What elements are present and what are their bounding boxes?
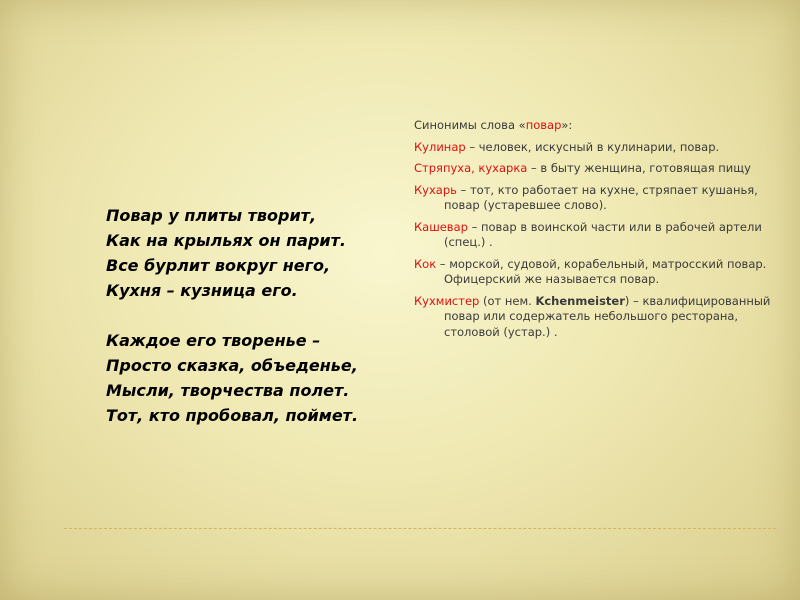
synonym-definition: – повар в воинской части или в рабочей артели (спец.) . — [444, 219, 762, 249]
heading-suffix: »: — [561, 118, 573, 132]
poem-line: Все бурлит вокруг него, — [106, 256, 331, 275]
poem-stanza-1 — [106, 203, 426, 303]
synonyms-heading — [414, 118, 774, 134]
synonym-definition: – морской, судовой, корабельный, матросский повар. Офицерский же называется повар. — [436, 256, 767, 286]
synonym-definition: – человек, искусный в кулинарии, повар. — [465, 139, 720, 154]
synonym-term: Стряпуха, кухарка — [414, 161, 528, 175]
poem — [106, 203, 426, 428]
poem-stanza-2 — [106, 328, 426, 428]
poem-line: Каждое его творенье – — [106, 331, 321, 350]
synonym-definition: – тот, кто работает на кухне, стряпает кушанья, повар (устаревшее слово). — [444, 182, 758, 212]
synonyms-block — [414, 118, 774, 346]
synonym-term: Кашевар — [414, 219, 468, 234]
poem-line: Как на крыльях он парит. — [106, 231, 346, 250]
heading-word: повар — [525, 118, 562, 132]
foreign-word: Kchenmeister — [535, 293, 625, 308]
synonym-term: Кухмистер — [414, 293, 480, 308]
divider-line — [64, 528, 776, 529]
heading-prefix: Синонимы слова « — [414, 118, 526, 132]
synonym-origin: (от нем. — [479, 293, 536, 308]
synonym-definition: – в быту женщина, готовящая пищу — [527, 161, 751, 175]
poem-line: Просто сказка, объеденье, — [106, 356, 358, 375]
synonym-definition: ) – квалифицированный повар или содержатель небольшого ресторана, столовой (устар.) . — [444, 293, 771, 339]
synonym-term: Кулинар — [414, 139, 466, 154]
poem-line: Тот, кто пробовал, поймет. — [106, 406, 359, 425]
synonym-entry — [414, 161, 774, 177]
synonym-term: Кок — [414, 256, 437, 271]
synonym-entry — [414, 294, 774, 341]
synonym-entry — [414, 140, 774, 156]
poem-line: Кухня – кузница его. — [106, 281, 298, 300]
synonym-entry — [414, 220, 774, 251]
poem-line: Мысли, творчества полет. — [106, 381, 350, 400]
synonym-entry — [414, 183, 774, 214]
synonym-entry — [414, 257, 774, 288]
synonym-term: Кухарь — [414, 182, 457, 197]
poem-line: Повар у плиты творит, — [106, 206, 317, 225]
